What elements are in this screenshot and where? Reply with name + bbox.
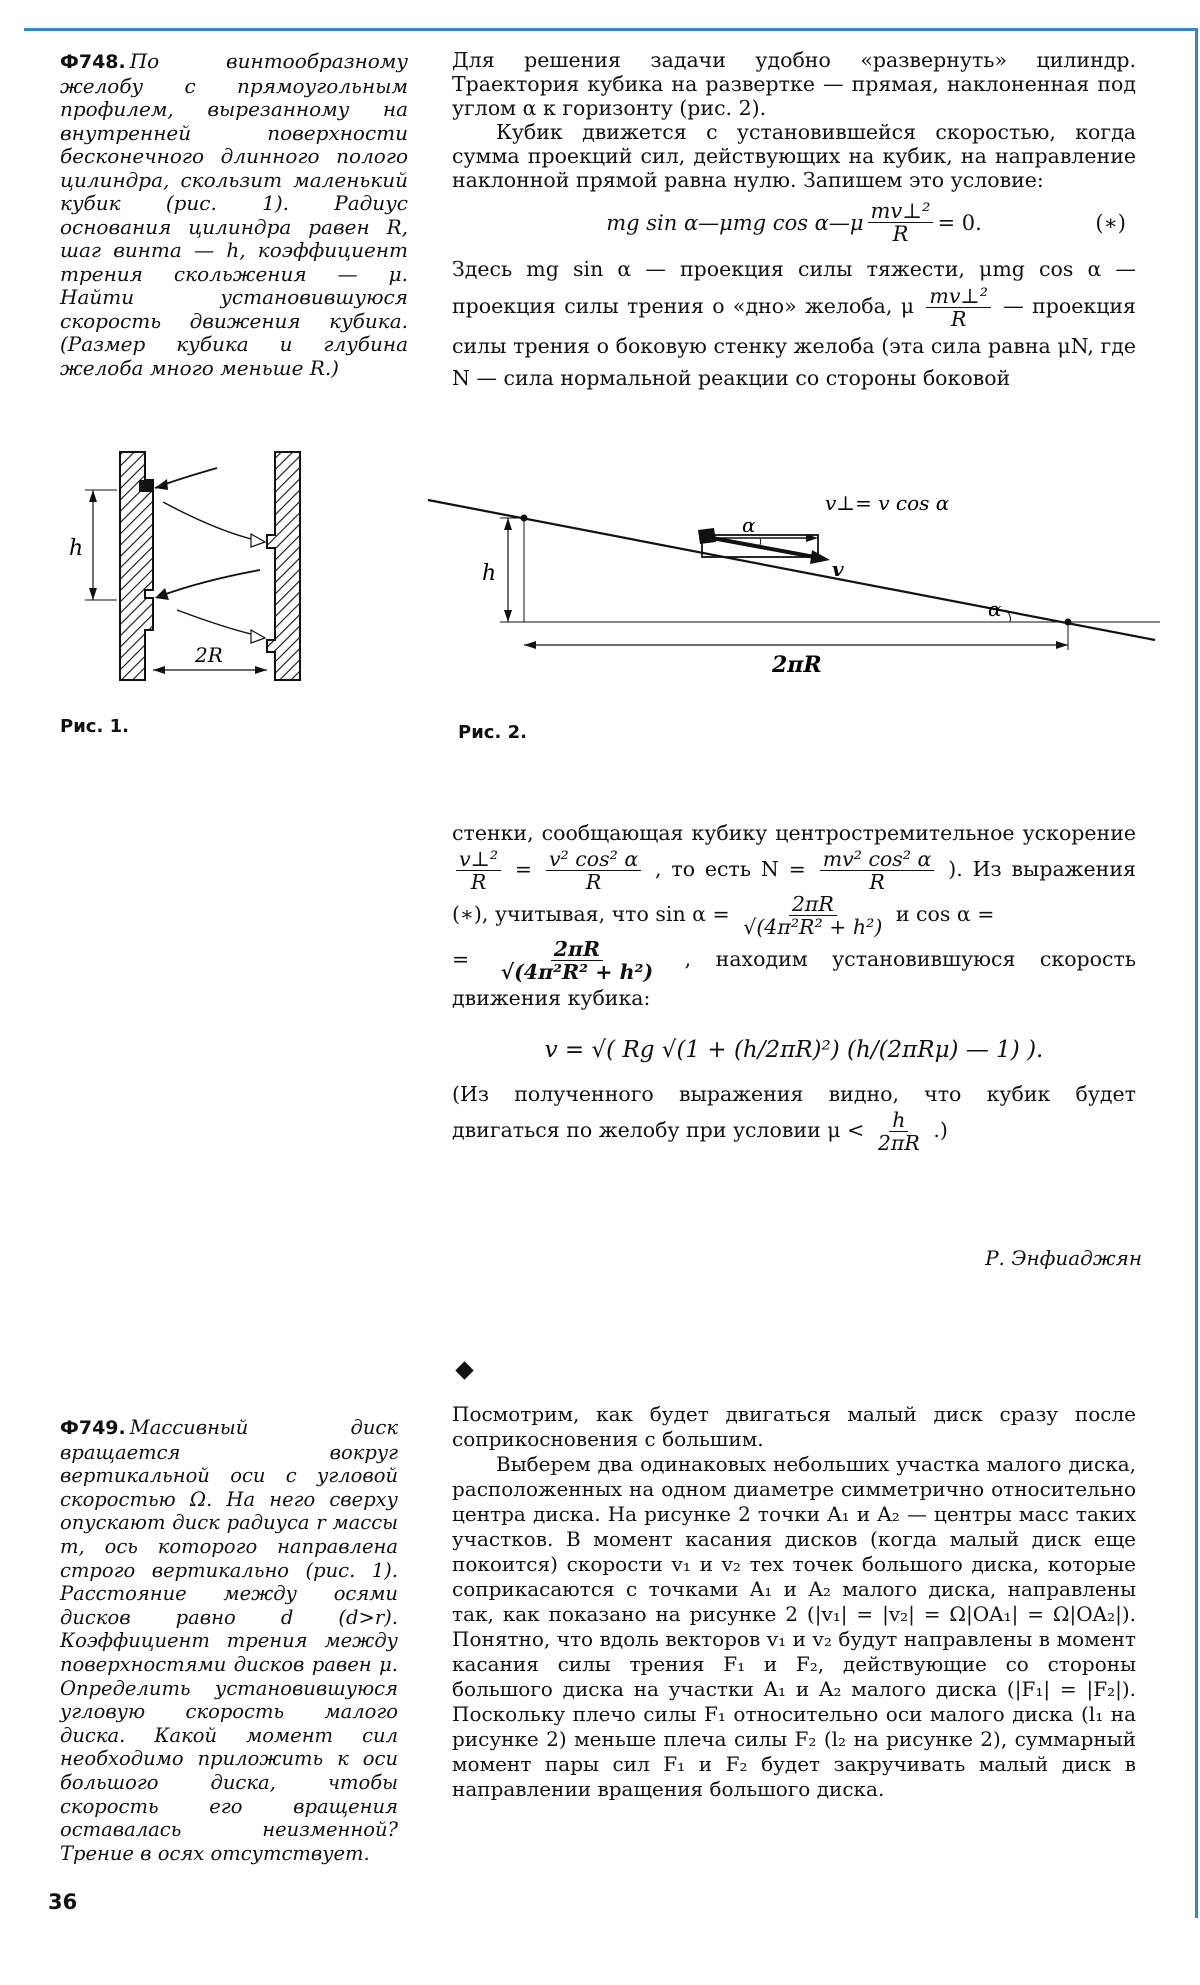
figure-1-caption: Рис. 1. xyxy=(60,716,129,737)
label-v-perp: v⊥= v cos α xyxy=(825,491,950,515)
figure-2 xyxy=(420,480,1160,680)
fraction: $\frac{\text{mv⊥²}}{R}$ xyxy=(868,200,934,245)
paragraph: (Из полученного выражения видно, что кубик будет двигаться по желобу при условии μ < $\frac{h}{2\pi R}$ .) xyxy=(452,1082,1136,1155)
equation-velocity: v = √( Rg √(1 + (h/2πR)²) (h/(2πRμ) — 1) ). xyxy=(544,1037,1044,1063)
equation-star xyxy=(452,200,1136,245)
label-h: h xyxy=(482,561,497,586)
solution-f748-top xyxy=(452,48,1136,394)
velocity-arrow xyxy=(712,538,820,558)
equation-tag: (∗) xyxy=(1095,210,1126,235)
author: Р. Энфиаджян xyxy=(985,1246,1142,1270)
fraction: $\frac{2\pi R}{\text{√(4π²R² + h²)}}$ xyxy=(500,937,654,984)
arrowhead xyxy=(251,630,265,643)
cube xyxy=(139,480,153,492)
paragraph: Выберем два одинаковых небольших участка малого диска, расположенных на одном диаметре симметрично относительно центра диска. На рисунке 2 точки A₁ и A₂ — центры масс таких участков. В момент касания дисков (когда малый диск еще покоится) скорости v₁ и v₂ тех точек большого диска, которые соприкасаются с точками A₁ и A₂ малого диска, направлены так, как показано на рисунке 2 (|v₁| = |v₂| = Ω|OA₁| = Ω|OA₂|). Понятно, что вдоль векторов v₁ и v₂ будут направлены в момент касания силы трения F₁ и F₂, действующие со стороны большого диска на участки A₁ и A₂ малого диска (|F₁| = |F₂|). Поскольку плечо силы F₁ относительно оси малого диска (l₁ на рисунке 2) меньше плеча силы F₂ (l₂ на рисунке 2), суммарный момент пары сил F₁ и F₂ будет закручивать малый диск в направлении вращения большого диска. xyxy=(452,1452,1136,1801)
fraction: $\frac{\text{mv² cos² α}}{R}$ xyxy=(820,848,935,893)
label-v: v xyxy=(832,557,844,581)
arrow xyxy=(163,502,255,540)
problem-text: По винтообразному желобу с прямоугольным профилем, вырезанному на внутренней поверхности бесконечного длинного полого цилиндра, скользит маленький кубик (рис. 1). Радиус основания цилиндра равен R, шаг винта — h, коэффициент трения скольжения — μ. Найти установившуюся скорость движения кубика. (Размер кубика и глубина желоба много меньше R.) xyxy=(60,49,408,380)
paragraph: стенки, сообщающая кубику центростремительное ускорение $\frac{\text{v⊥²}}{R}$ = $\frac{\text{v² cos² α}}{R}$ , то есть N = $\frac{\text{mv² cos² α}}{R}$ ). Из выражения (∗), учитывая, что sin α = $\frac{2\pi R}{\text{√(4π²R² + h²)}}$ и cos α = xyxy=(452,821,1136,939)
incline-line xyxy=(428,500,1155,640)
label-2pir: 2πR xyxy=(772,652,822,678)
label-h: h xyxy=(69,536,84,561)
fraction: $\frac{h}{2\pi R}$ xyxy=(877,1108,920,1155)
arrowhead xyxy=(155,479,168,490)
paragraph: Для решения задачи удобно «развернуть» цилиндр. Траектория кубика на развертке — прямая, наклоненная под углом α к горизонту (рис. 2). xyxy=(452,48,1136,120)
solution-f749 xyxy=(452,1402,1136,1802)
figure-2-caption: Рис. 2. xyxy=(458,722,527,743)
arrowhead xyxy=(251,534,265,547)
fraction: $\frac{\text{v² cos² α}}{R}$ xyxy=(546,848,641,893)
figure-1 xyxy=(55,440,365,690)
problem-number: Ф748. xyxy=(60,51,126,73)
page-number: 36 xyxy=(48,1890,78,1914)
arrow xyxy=(177,610,255,635)
solution-f748-bottom xyxy=(452,818,1136,1154)
label-alpha-bottom: α xyxy=(988,597,1002,621)
paragraph: Посмотрим, как будет двигаться малый диск сразу после соприкосновения с большим. xyxy=(452,1402,1136,1451)
fraction: $\frac{\text{mv⊥²}}{R}$ xyxy=(926,285,991,330)
label-2r: 2R xyxy=(195,643,223,667)
problem-number: Ф749. xyxy=(60,1417,126,1439)
cube xyxy=(698,528,716,544)
problem-text: Массивный диск вращается вокруг вертикальной оси с угловой скоростью Ω. На него сверху опускают диск радиуса r массы m, ось которого направлена строго вертикально (рис. 1). Расстояние между осями дисков равно d (d>r). Коэффициент трения между поверхностями дисков равен μ. Определить установившуюся угловую скорость малого диска. Какой момент сил необходимо приложить к оси большого диска, чтобы скорость его вращения оставалась неизменной? Трение в осях отсутствует. xyxy=(60,1416,398,1865)
paragraph: Здесь mg sin α — проекция силы тяжести, μmg cos α — проекция силы трения о «дно» желоба, μ $\frac{\text{mv⊥²}}{R}$ — проекция силы трения о боковую стенку желоба (эта сила равна μN, где N — сила нормальной реакции со стороны боковой xyxy=(452,257,1136,390)
fraction: $\frac{2\pi R}{\text{√(4π²R² + h²)}}$ xyxy=(743,892,883,939)
paragraph: Кубик движется с установившейся скоростью, когда сумма проекций сил, действующих на кубик, на направление наклонной прямой равна нулю. Запишем это условие: xyxy=(452,120,1136,192)
equation-right: = 0. xyxy=(937,210,982,235)
arrow xyxy=(163,570,260,595)
problem-f748 xyxy=(60,50,408,380)
equation-left: mg sin α—μmg cos α—μ xyxy=(606,210,864,235)
label-alpha-top: α xyxy=(742,513,756,537)
problem-f749 xyxy=(60,1416,398,1865)
paragraph: = $\frac{2\pi R}{\text{√(4π²R² + h²)}}$ , находим установившуюся скорость движения кубика: xyxy=(452,937,1136,1010)
fraction: $\frac{\text{v⊥²}}{R}$ xyxy=(456,848,501,893)
right-wall xyxy=(267,452,300,680)
arrowhead xyxy=(155,588,169,600)
